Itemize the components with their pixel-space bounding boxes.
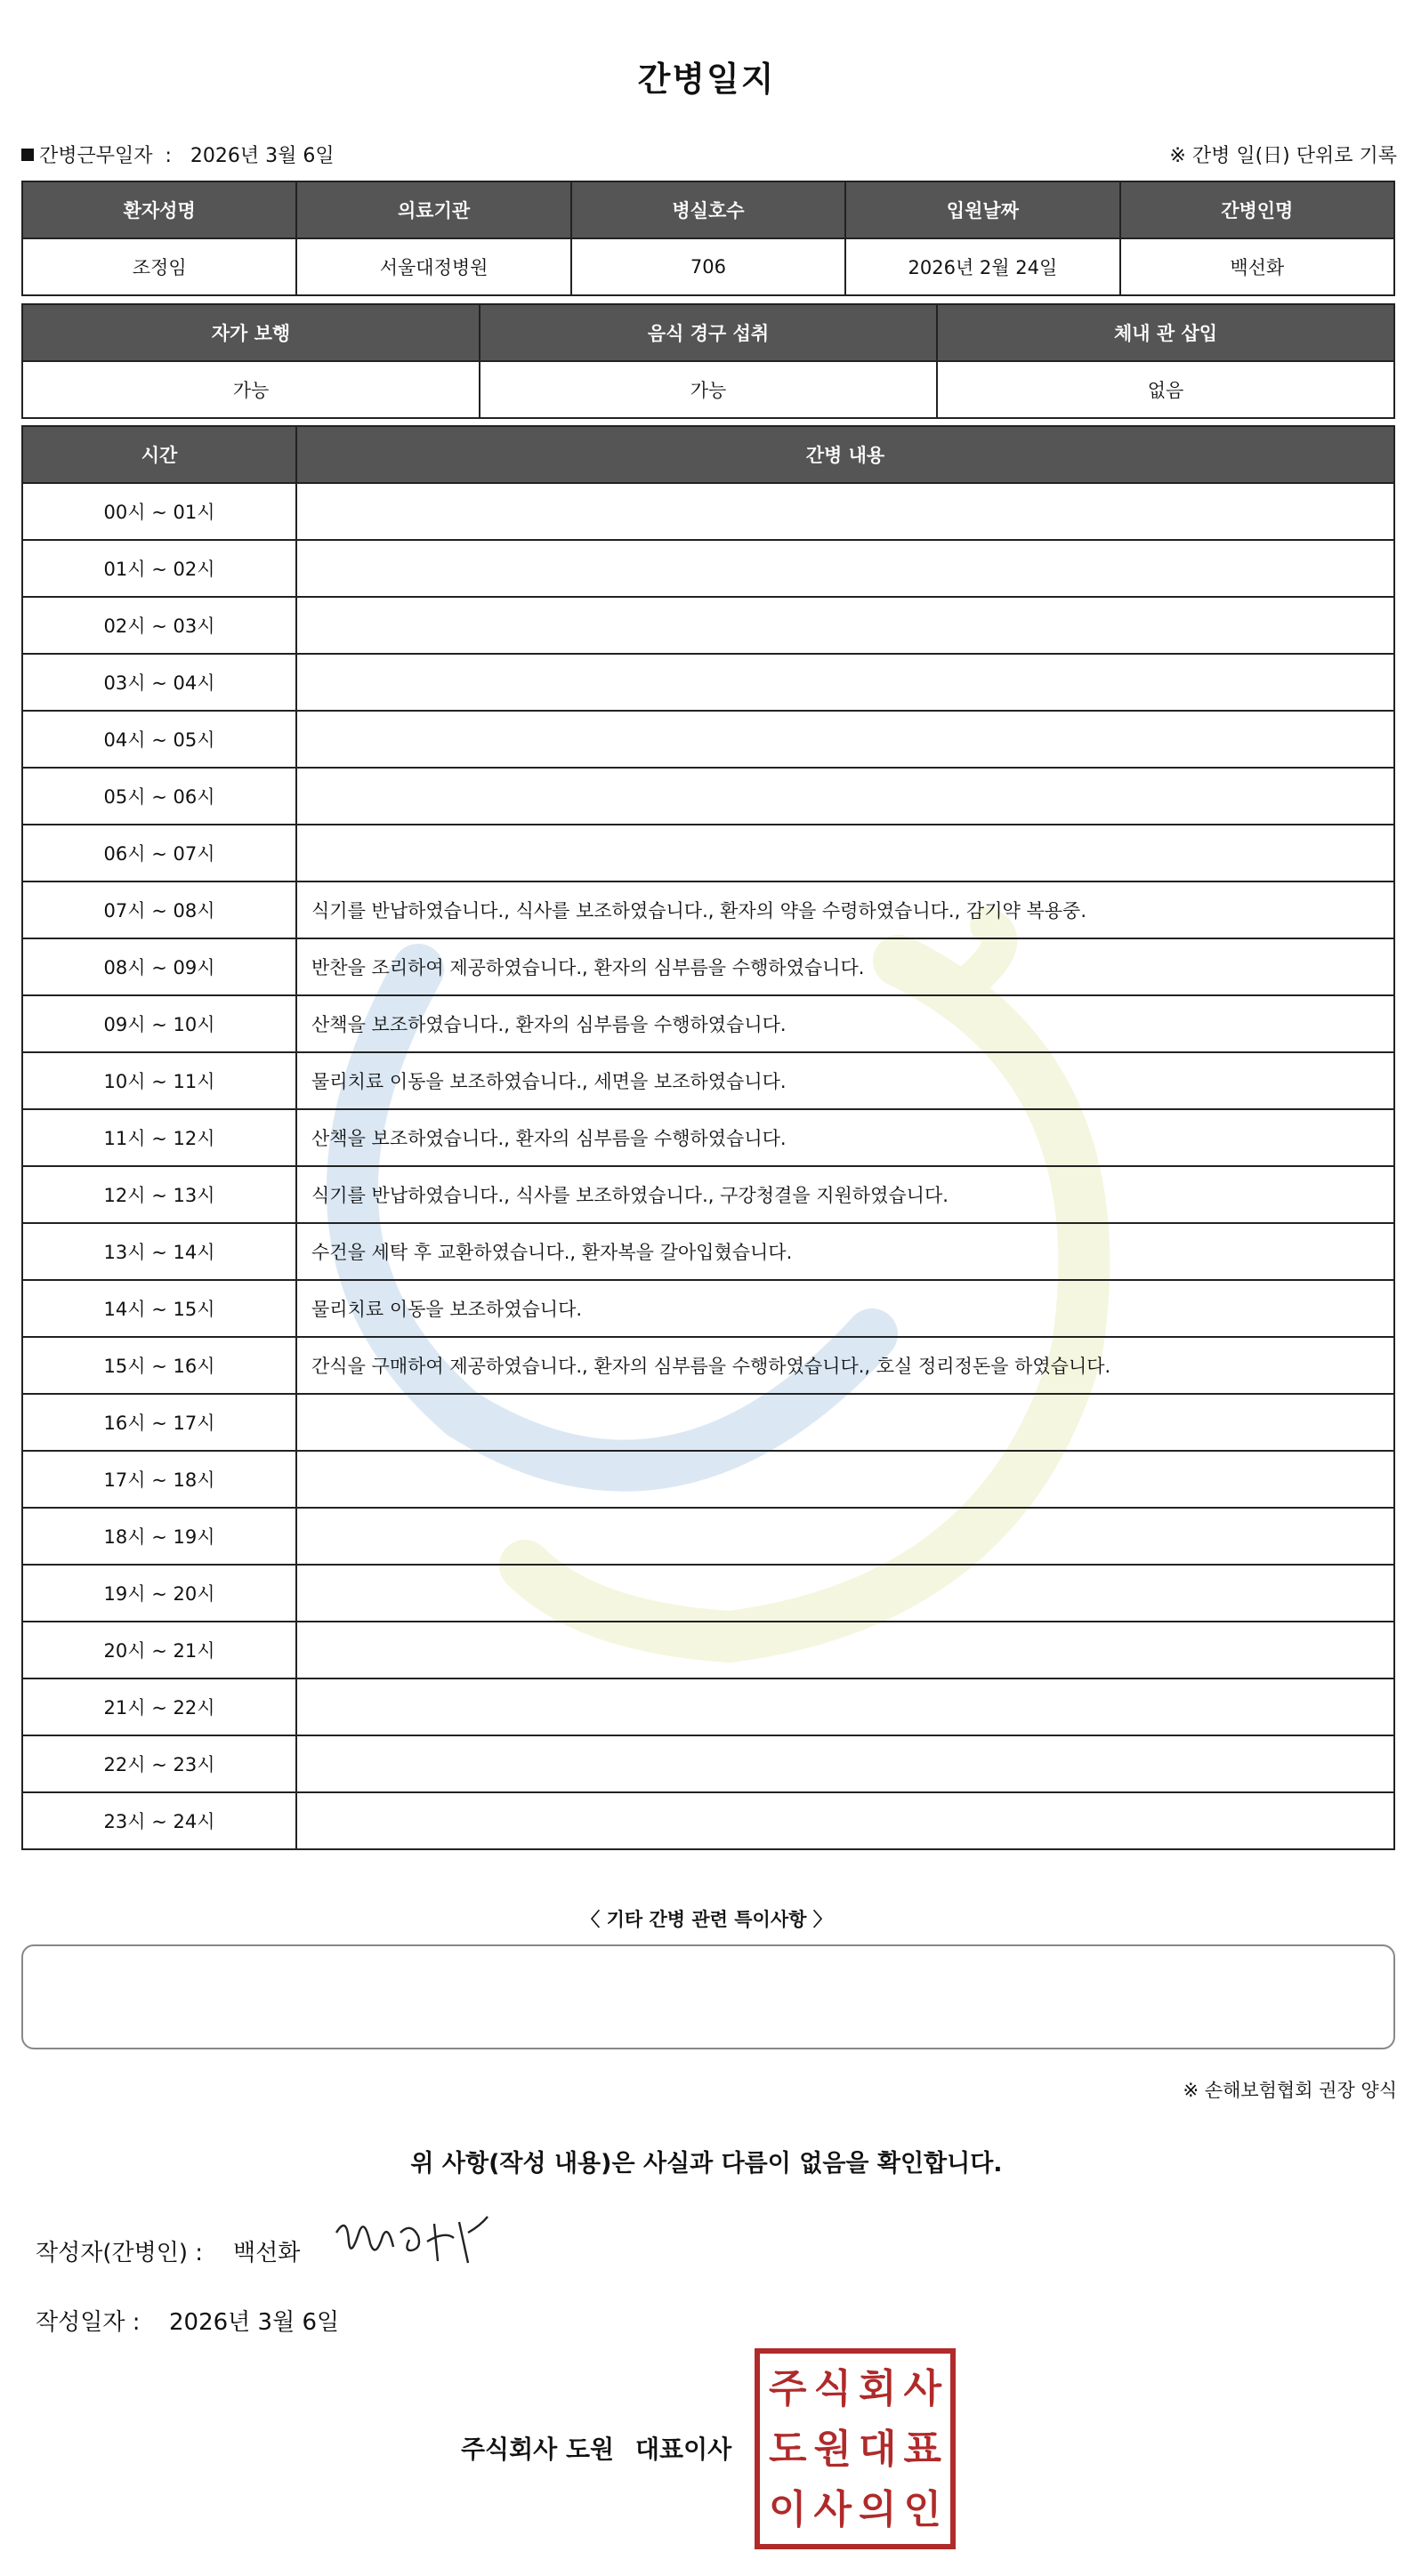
company-seal-stamp	[755, 2348, 956, 2549]
confirmation-statement: 위 사항(작성 내용)은 사실과 다름이 없음을 확인합니다.	[410, 2150, 1003, 2178]
room-number: 706	[571, 238, 845, 295]
table-row	[22, 483, 1394, 540]
seal-character: 식	[813, 2366, 852, 2411]
time-slot: 20시 ~ 21시	[22, 1622, 296, 1678]
seal-character: 의	[858, 2487, 897, 2532]
form-source-note: ※ 손해보험협회 권장 양식	[1183, 2080, 1397, 2101]
table-row	[22, 1337, 1394, 1394]
square-bullet-icon	[21, 149, 34, 161]
record-unit-note: ※ 간병 일(日) 단위로 기록	[1169, 145, 1397, 167]
admission-date: 2026년 2월 24일	[845, 238, 1119, 295]
patient-name: 조정임	[22, 238, 296, 295]
table-row	[22, 938, 1394, 995]
time-slot: 12시 ~ 13시	[22, 1166, 296, 1223]
oral-intake-value: 가능	[480, 361, 937, 418]
written-date-label: 작성일자 :	[36, 2309, 141, 2336]
time-slot: 18시 ~ 19시	[22, 1508, 296, 1565]
table-row	[22, 711, 1394, 768]
table-row	[22, 1508, 1394, 1565]
table-row	[22, 881, 1394, 938]
document-title: 간병일지	[637, 60, 776, 99]
table-row	[22, 1280, 1394, 1337]
care-content: 반찬을 조리하여 제공하였습니다., 환자의 심부름을 수행하였습니다.	[296, 938, 1394, 995]
table-row	[22, 1223, 1394, 1280]
care-content	[296, 483, 1394, 540]
time-slot: 22시 ~ 23시	[22, 1735, 296, 1792]
time-slot: 06시 ~ 07시	[22, 825, 296, 881]
time-slot: 19시 ~ 20시	[22, 1565, 296, 1622]
care-content	[296, 711, 1394, 768]
header-patient-name: 환자성명	[22, 181, 296, 238]
time-slot: 14시 ~ 15시	[22, 1280, 296, 1337]
work-date-separator: :	[165, 145, 172, 167]
time-slot: 09시 ~ 10시	[22, 995, 296, 1052]
seal-character: 원	[813, 2427, 852, 2472]
header-tube-insertion: 체내 관 삽입	[937, 304, 1394, 361]
ceo-label: 대표이사	[635, 2435, 732, 2464]
time-slot: 10시 ~ 11시	[22, 1052, 296, 1109]
time-slot: 21시 ~ 22시	[22, 1678, 296, 1735]
table-row	[22, 995, 1394, 1052]
work-date-label: 간병근무일자	[39, 145, 153, 167]
table-row	[22, 1109, 1394, 1166]
writer-name: 백선화	[233, 2240, 301, 2266]
time-slot: 03시 ~ 04시	[22, 654, 296, 711]
time-slot: 15시 ~ 16시	[22, 1337, 296, 1394]
care-content: 산책을 보조하였습니다., 환자의 심부름을 수행하였습니다.	[296, 1109, 1394, 1166]
care-content	[296, 654, 1394, 711]
handwritten-signature	[329, 2206, 498, 2277]
time-slot: 04시 ~ 05시	[22, 711, 296, 768]
seal-character: 대	[858, 2427, 897, 2472]
header-oral-intake: 음식 경구 섭취	[480, 304, 937, 361]
care-content	[296, 597, 1394, 654]
self-walking-value: 가능	[22, 361, 480, 418]
time-slot: 01시 ~ 02시	[22, 540, 296, 597]
seal-character: 사	[813, 2487, 852, 2532]
care-content: 산책을 보조하였습니다., 환자의 심부름을 수행하였습니다.	[296, 995, 1394, 1052]
time-slot: 17시 ~ 18시	[22, 1451, 296, 1508]
table-row	[22, 768, 1394, 825]
time-slot: 00시 ~ 01시	[22, 483, 296, 540]
table-row	[22, 1678, 1394, 1735]
time-slot: 08시 ~ 09시	[22, 938, 296, 995]
table-row	[22, 1735, 1394, 1792]
seal-character: 이	[768, 2487, 807, 2532]
hospital-name: 서울대정병원	[296, 238, 570, 295]
table-row	[22, 825, 1394, 881]
written-date-value: 2026년 3월 6일	[169, 2309, 340, 2336]
time-slot: 07시 ~ 08시	[22, 881, 296, 938]
care-content	[296, 1451, 1394, 1508]
care-content	[296, 1735, 1394, 1792]
time-slot: 05시 ~ 06시	[22, 768, 296, 825]
header-room-number: 병실호수	[571, 181, 845, 238]
notes-title: 〈 기타 간병 관련 특이사항 〉	[581, 1909, 832, 1930]
patient-status-table	[21, 303, 1395, 419]
header-admission-date: 입원날짜	[845, 181, 1119, 238]
care-content	[296, 1394, 1394, 1451]
table-row	[22, 1451, 1394, 1508]
caregiver-name: 백선화	[1120, 238, 1394, 295]
seal-character: 도	[768, 2427, 807, 2472]
table-row	[22, 540, 1394, 597]
table-row	[22, 1622, 1394, 1678]
time-slot: 02시 ~ 03시	[22, 597, 296, 654]
care-content: 식기를 반납하였습니다., 식사를 보조하였습니다., 환자의 약을 수령하였습니다., 감기약 복용중.	[296, 881, 1394, 938]
care-content	[296, 1678, 1394, 1735]
time-slot: 16시 ~ 17시	[22, 1394, 296, 1451]
time-slot: 23시 ~ 24시	[22, 1792, 296, 1849]
table-row	[22, 654, 1394, 711]
writer-label: 작성자(간병인) :	[36, 2240, 204, 2266]
seal-character: 주	[768, 2366, 807, 2411]
header-hospital: 의료기관	[296, 181, 570, 238]
time-slot: 11시 ~ 12시	[22, 1109, 296, 1166]
table-row	[22, 597, 1394, 654]
header-care-content: 간병 내용	[296, 426, 1394, 483]
header-time: 시간	[22, 426, 296, 483]
care-content	[296, 768, 1394, 825]
care-content: 식기를 반납하였습니다., 식사를 보조하였습니다., 구강청결을 지원하였습니다.	[296, 1166, 1394, 1223]
care-content	[296, 1792, 1394, 1849]
seal-character: 인	[903, 2487, 941, 2532]
work-date-value: 2026년 3월 6일	[190, 145, 335, 167]
care-content: 물리치료 이동을 보조하였습니다.	[296, 1280, 1394, 1337]
table-row	[22, 1052, 1394, 1109]
header-self-walking: 자가 보행	[22, 304, 480, 361]
company-name: 주식회사 도원	[461, 2435, 615, 2464]
time-slot: 13시 ~ 14시	[22, 1223, 296, 1280]
work-date-line	[21, 141, 335, 168]
seal-character: 사	[903, 2366, 941, 2411]
table-row	[22, 1792, 1394, 1849]
seal-character: 표	[903, 2427, 941, 2472]
care-content: 간식을 구매하여 제공하였습니다., 환자의 심부름을 수행하였습니다., 호실 정리정돈을 하였습니다.	[296, 1337, 1394, 1394]
care-log-table	[21, 425, 1395, 1850]
table-row	[22, 1565, 1394, 1622]
care-content	[296, 1622, 1394, 1678]
patient-info-table	[21, 181, 1395, 296]
care-content: 수건을 세탁 후 교환하였습니다., 환자복을 갈아입혔습니다.	[296, 1223, 1394, 1280]
header-caregiver-name: 간병인명	[1120, 181, 1394, 238]
care-content	[296, 1508, 1394, 1565]
care-content	[296, 1565, 1394, 1622]
table-row	[22, 1166, 1394, 1223]
table-row	[22, 1394, 1394, 1451]
seal-character: 회	[858, 2366, 897, 2411]
care-content: 물리치료 이동을 보조하였습니다., 세면을 보조하였습니다.	[296, 1052, 1394, 1109]
notes-box	[21, 1944, 1395, 2049]
tube-insertion-value: 없음	[937, 361, 1394, 418]
care-content	[296, 825, 1394, 881]
care-content	[296, 540, 1394, 597]
